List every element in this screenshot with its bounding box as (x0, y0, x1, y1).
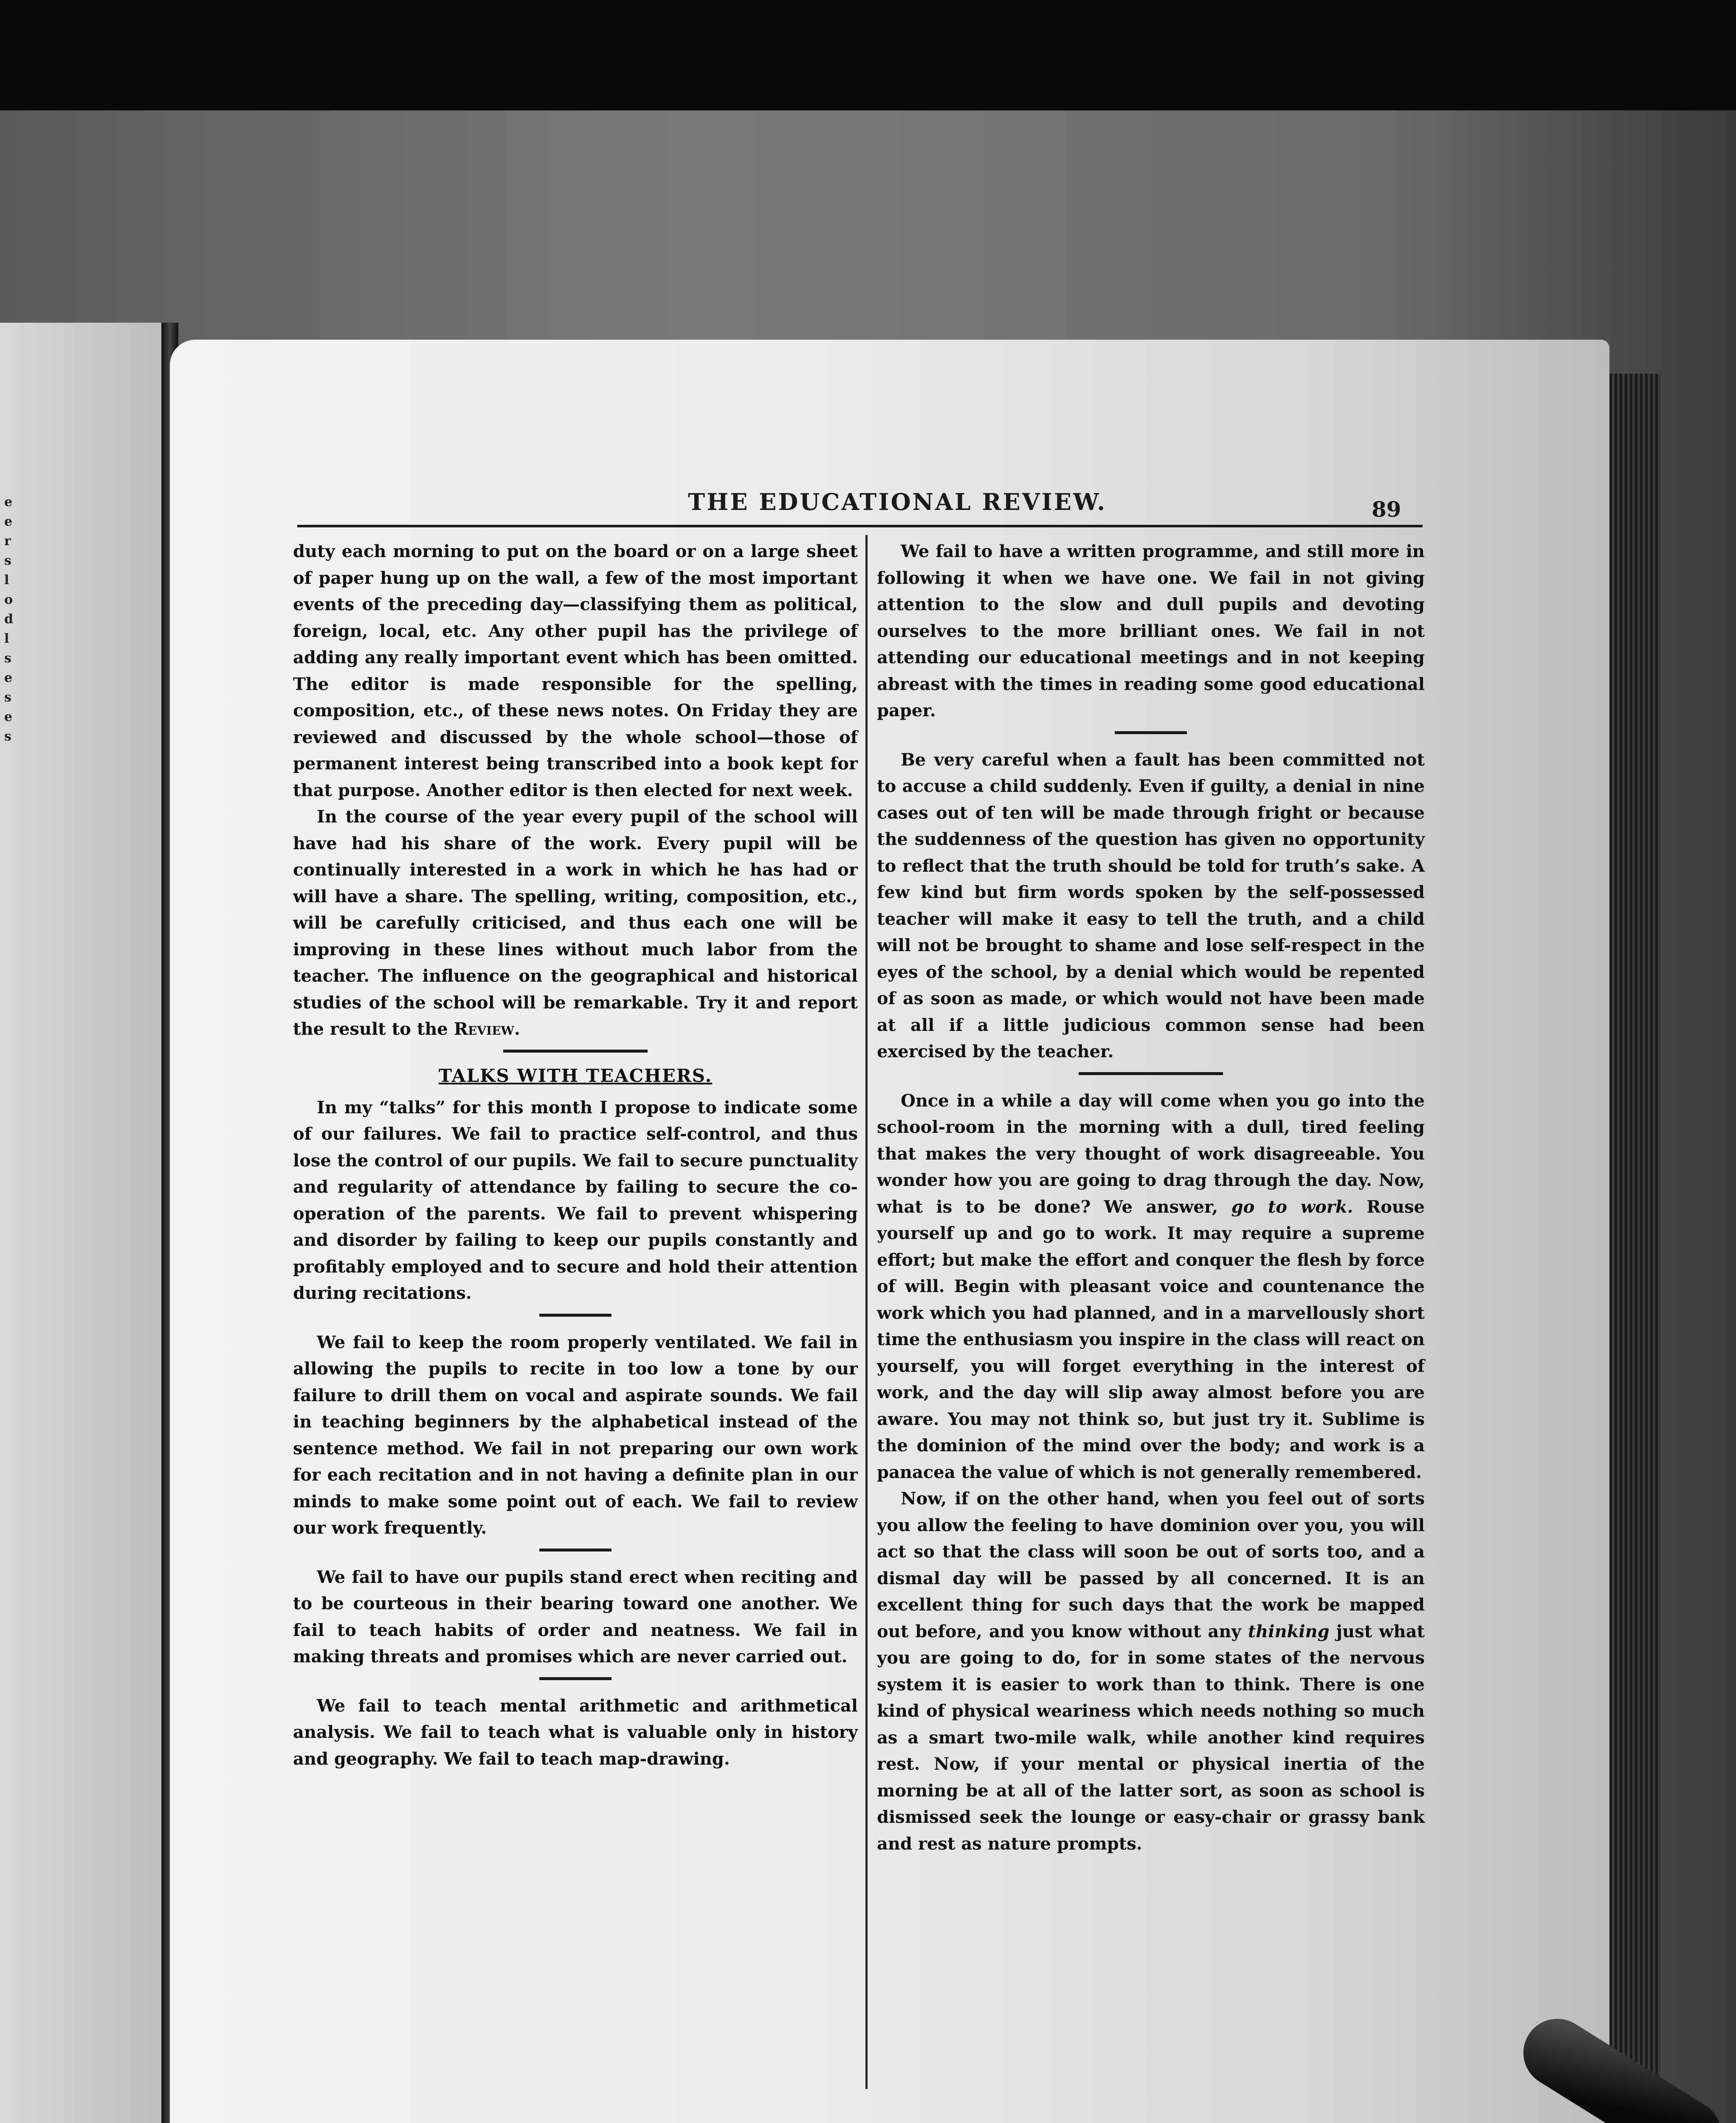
paragraph-rule (539, 1677, 612, 1680)
right-para-3-b: Rouse yourself up and go to work. It may require a supreme effort; but make the effort and conquer the flesh by force of will. Begin with pleasant voice and countenance the work which you had planned, and in a marvellously short time the enthusiasm you inspire in the class will react on yourself, you will forget everything in the interest of work, and the day will slip away almost before you are aware. You may not think so, but just try it. Sublime is the dominion of the mind over the body; and work is a panacea the value of which is not generally remembered. (877, 1197, 1425, 1482)
right-para-4-a: Now, if on the other hand, when you feel out of sorts you allow the feeling to have dominion over you, you will act so that the class will soon be out of sorts too, and a dismal day will be passed by all concerned. It is an excellent thing for such days that the work be mapped out before, and you know without any (877, 1489, 1425, 1642)
paragraph-rule (1115, 731, 1187, 734)
section-rule (1079, 1072, 1223, 1075)
right-para-2: Be very careful when a fault has been committed not to accuse a child suddenly. Even if guilty, a denial in nine cases out of ten will be made through fright or because the suddenness of the question has given no opportunity to reflect that the truth should be told for truth’s sake. A few kind but firm words spoken by the self-possessed teacher will make it easy to tell the truth, and a child will not be brought to shame and lose self-respect in the eyes of the school, by a denial which would be repented of as soon as made, or which would not have been made at all if a little judicious common sense had been exercised by the teacher. (877, 749, 1425, 1062)
left-column (293, 538, 858, 1772)
paragraph-rule (539, 1549, 612, 1551)
left-para-3 (293, 1095, 858, 1307)
facing-page-letter: r (4, 534, 11, 549)
left-para-1: duty each morning to put on the board or on a large sheet of paper hung up on the wall, a few of the most important events of the preceding day—classifying them as political, foreign, local, etc. Any other pupil has the privilege of adding any really important event which has been omitted. The editor is made responsible for the spelling, composition, etc., of these news notes. On Friday they are reviewed and discussed by the whole school—those of permanent interest being transcribed into a book kept for that purpose. Another editor is then elected for next week. (293, 541, 858, 800)
facing-page-letter: d (4, 612, 13, 627)
facing-page-letter: s (4, 553, 11, 568)
facing-page-letter: e (4, 670, 13, 685)
right-para-3 (877, 1088, 1425, 1486)
left-para-2-text: In the course of the year every pupil of the school will have had his share of the work. Every pupil will be continually interested in a work in which he has had or will have a share. The spelling, writing, composition, etc., will be carefully criticised, and thus each one will be improving in these lines without much labor from the teacher. The influence on the geographical and historical studies of the school will be remarkable. Try it and report the result to the (293, 807, 858, 1039)
header-rule (297, 525, 1423, 527)
facing-page-letter: s (4, 690, 11, 705)
section-heading: TALKS WITH TEACHERS. (438, 1065, 713, 1086)
column-divider (865, 535, 868, 2089)
facing-page-edge (0, 323, 169, 2123)
review-name: Review. (454, 1019, 520, 1039)
right-para-4-b: just what you are going to do, for in some states of the nervous system it is easier to work than to think. There is one kind of physical weariness which needs nothing so much as a smart two-mile walk, while another kind requires rest. Now, if your mental or physical inertia of the morning be at all of the latter sort, as soon as school is dismissed seek the lounge or easy-chair or grassy bank and rest as nature prompts. (877, 1621, 1425, 1854)
page-number: 89 (1372, 497, 1401, 522)
facing-page-letter: s (4, 651, 11, 666)
facing-page-letter: l (4, 573, 9, 588)
left-para-3-a: In my (317, 1097, 372, 1118)
right-para-4-em: thinking (1248, 1621, 1330, 1642)
running-header: THE EDUCATIONAL REVIEW. (688, 488, 1107, 515)
right-para-3-em: go to work. (1231, 1197, 1353, 1217)
page-block-edges (1609, 374, 1660, 2123)
right-para-4 (877, 1486, 1425, 1857)
left-para-3-b: for this month I propose to indicate some of our failures. We fail to practice self-control, and thus lose the control of our pupils. We fail to secure punctuality and regularity of attendance by failing to secure the co-operation of the parents. We fail to prevent whispering and disorder by failing to keep our pupils constantly and profitably employed and to secure and hold their attention during recitations. (293, 1097, 858, 1303)
left-para-5: We fail to have our pupils stand erect when reciting and to be courteous in their bearing toward one another. We fail to teach habits of order and neatness. We fail in making threats and promises which are never carried out. (293, 1567, 858, 1667)
left-para-4: We fail to keep the room properly ventilated. We fail in allowing the pupils to recite in too low a tone by our failure to drill them on vocal and aspirate sounds. We fail in teaching beginners by the alphabetical instead of the sentence method. We fail in not preparing our own work for each recitation and in not having a definite plan in our minds to make some point out of each. We fail to review our work frequently. (293, 1332, 858, 1538)
facing-page-letters (4, 493, 21, 746)
right-para-3-a: Once in a while a day will come when you go into the school-room in the morning with a dull, tired feeling that makes the very thought of work disagreeable. You wonder how you are going to drag through the day. Now, what is to be done? We answer, (877, 1090, 1425, 1217)
right-column (877, 538, 1425, 1857)
facing-page-letter: l (4, 631, 9, 646)
left-para-6: We fail to teach mental arithmetic and arithmetical analysis. We fail to teach what is valuable only in history and geography. We fail to teach map-drawing. (293, 1695, 858, 1769)
facing-page-letter: e (4, 514, 13, 529)
facing-page-letter: e (4, 495, 13, 510)
facing-page-letter: o (4, 592, 13, 607)
facing-page-letter: s (4, 729, 11, 744)
paragraph-rule (539, 1314, 612, 1317)
section-rule (503, 1050, 648, 1053)
left-para-3-talks: “talks” (379, 1097, 445, 1118)
right-para-1: We fail to have a written programme, and still more in following it when we have one. We fail in not giving attention to the slow and dull pupils and devoting ourselves to the more brilliant ones. We fail in not attending our educational meetings and in not keeping abreast with the times in reading some good educational paper. (877, 541, 1425, 721)
left-para-2 (293, 804, 858, 1043)
facing-page-letter: e (4, 710, 13, 724)
